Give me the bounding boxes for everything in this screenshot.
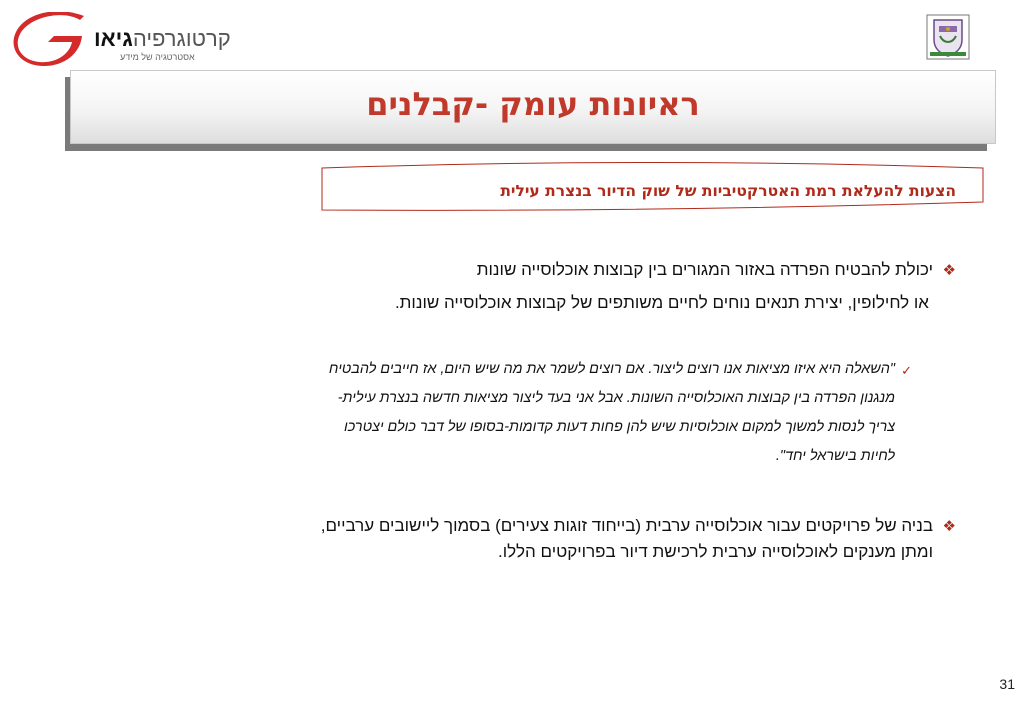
subtitle-banner (321, 158, 984, 211)
quote-line: לחיות בישראל יחד". (775, 448, 895, 464)
bullet-item (394, 260, 956, 313)
title-bar (70, 70, 996, 144)
emblem-shield-icon (926, 14, 970, 60)
bullet-line: או לחילופין, יצירת תנאים נוחים לחיים משותפים של קבוצות אוכלוסייה שונות. (394, 293, 929, 312)
checkmark-bullet-icon: ✓ (901, 363, 912, 378)
bullet-item (320, 513, 956, 565)
logo-tagline: אסטרטגיה של מידע (120, 52, 195, 62)
logo-g-swoosh-icon (12, 12, 92, 66)
diamond-bullet-icon: ❖ (942, 262, 956, 279)
diamond-bullet-icon: ❖ (942, 518, 956, 535)
subtitle-text: הצעות להעלאת רמת האטרקטיביות של שוק הדיור בנצרת עילית (500, 182, 956, 200)
page-number: 31 (999, 676, 1015, 692)
logo-wordmark: קרטוגרפיהגיאו (94, 26, 231, 51)
bullet-line: יכולת להבטיח הפרדה באזור המגורים בין קבוצות אוכלוסייה שונות (476, 260, 933, 279)
geocartography-logo (12, 12, 231, 66)
quote-line: מנגנון הפרדה בין קבוצות האוכלוסייה השונות. אבל אני בעד ליצור מציאות חדשה בנצרת עילית- (337, 390, 895, 406)
slide-title: ראיונות עומק -קבלנים (366, 85, 700, 123)
quote-line: צריך לנסות למשוך למקום אוכלוסיות שיש להן פחות דעות קדומות-בסופו של דבר כולם יצטרכו (344, 419, 895, 435)
bullet-line: בניה של פרויקטים עבור אוכלוסייה ערבית (בייחוד זוגות צעירים) בסמוך ליישובים ערביים, (320, 516, 933, 535)
municipal-emblem (926, 14, 970, 60)
quote-line: "השאלה היא איזו מציאות אנו רוצים ליצור. אם רוצים לשמר את מה שיש היום, אז חייבים להבטיח (328, 361, 895, 377)
bullet-line: ומתן מענקים לאוכלוסייה ערבית לרכישת דיור בפרויקטים הללו. (498, 542, 933, 561)
interview-quote (328, 355, 912, 471)
